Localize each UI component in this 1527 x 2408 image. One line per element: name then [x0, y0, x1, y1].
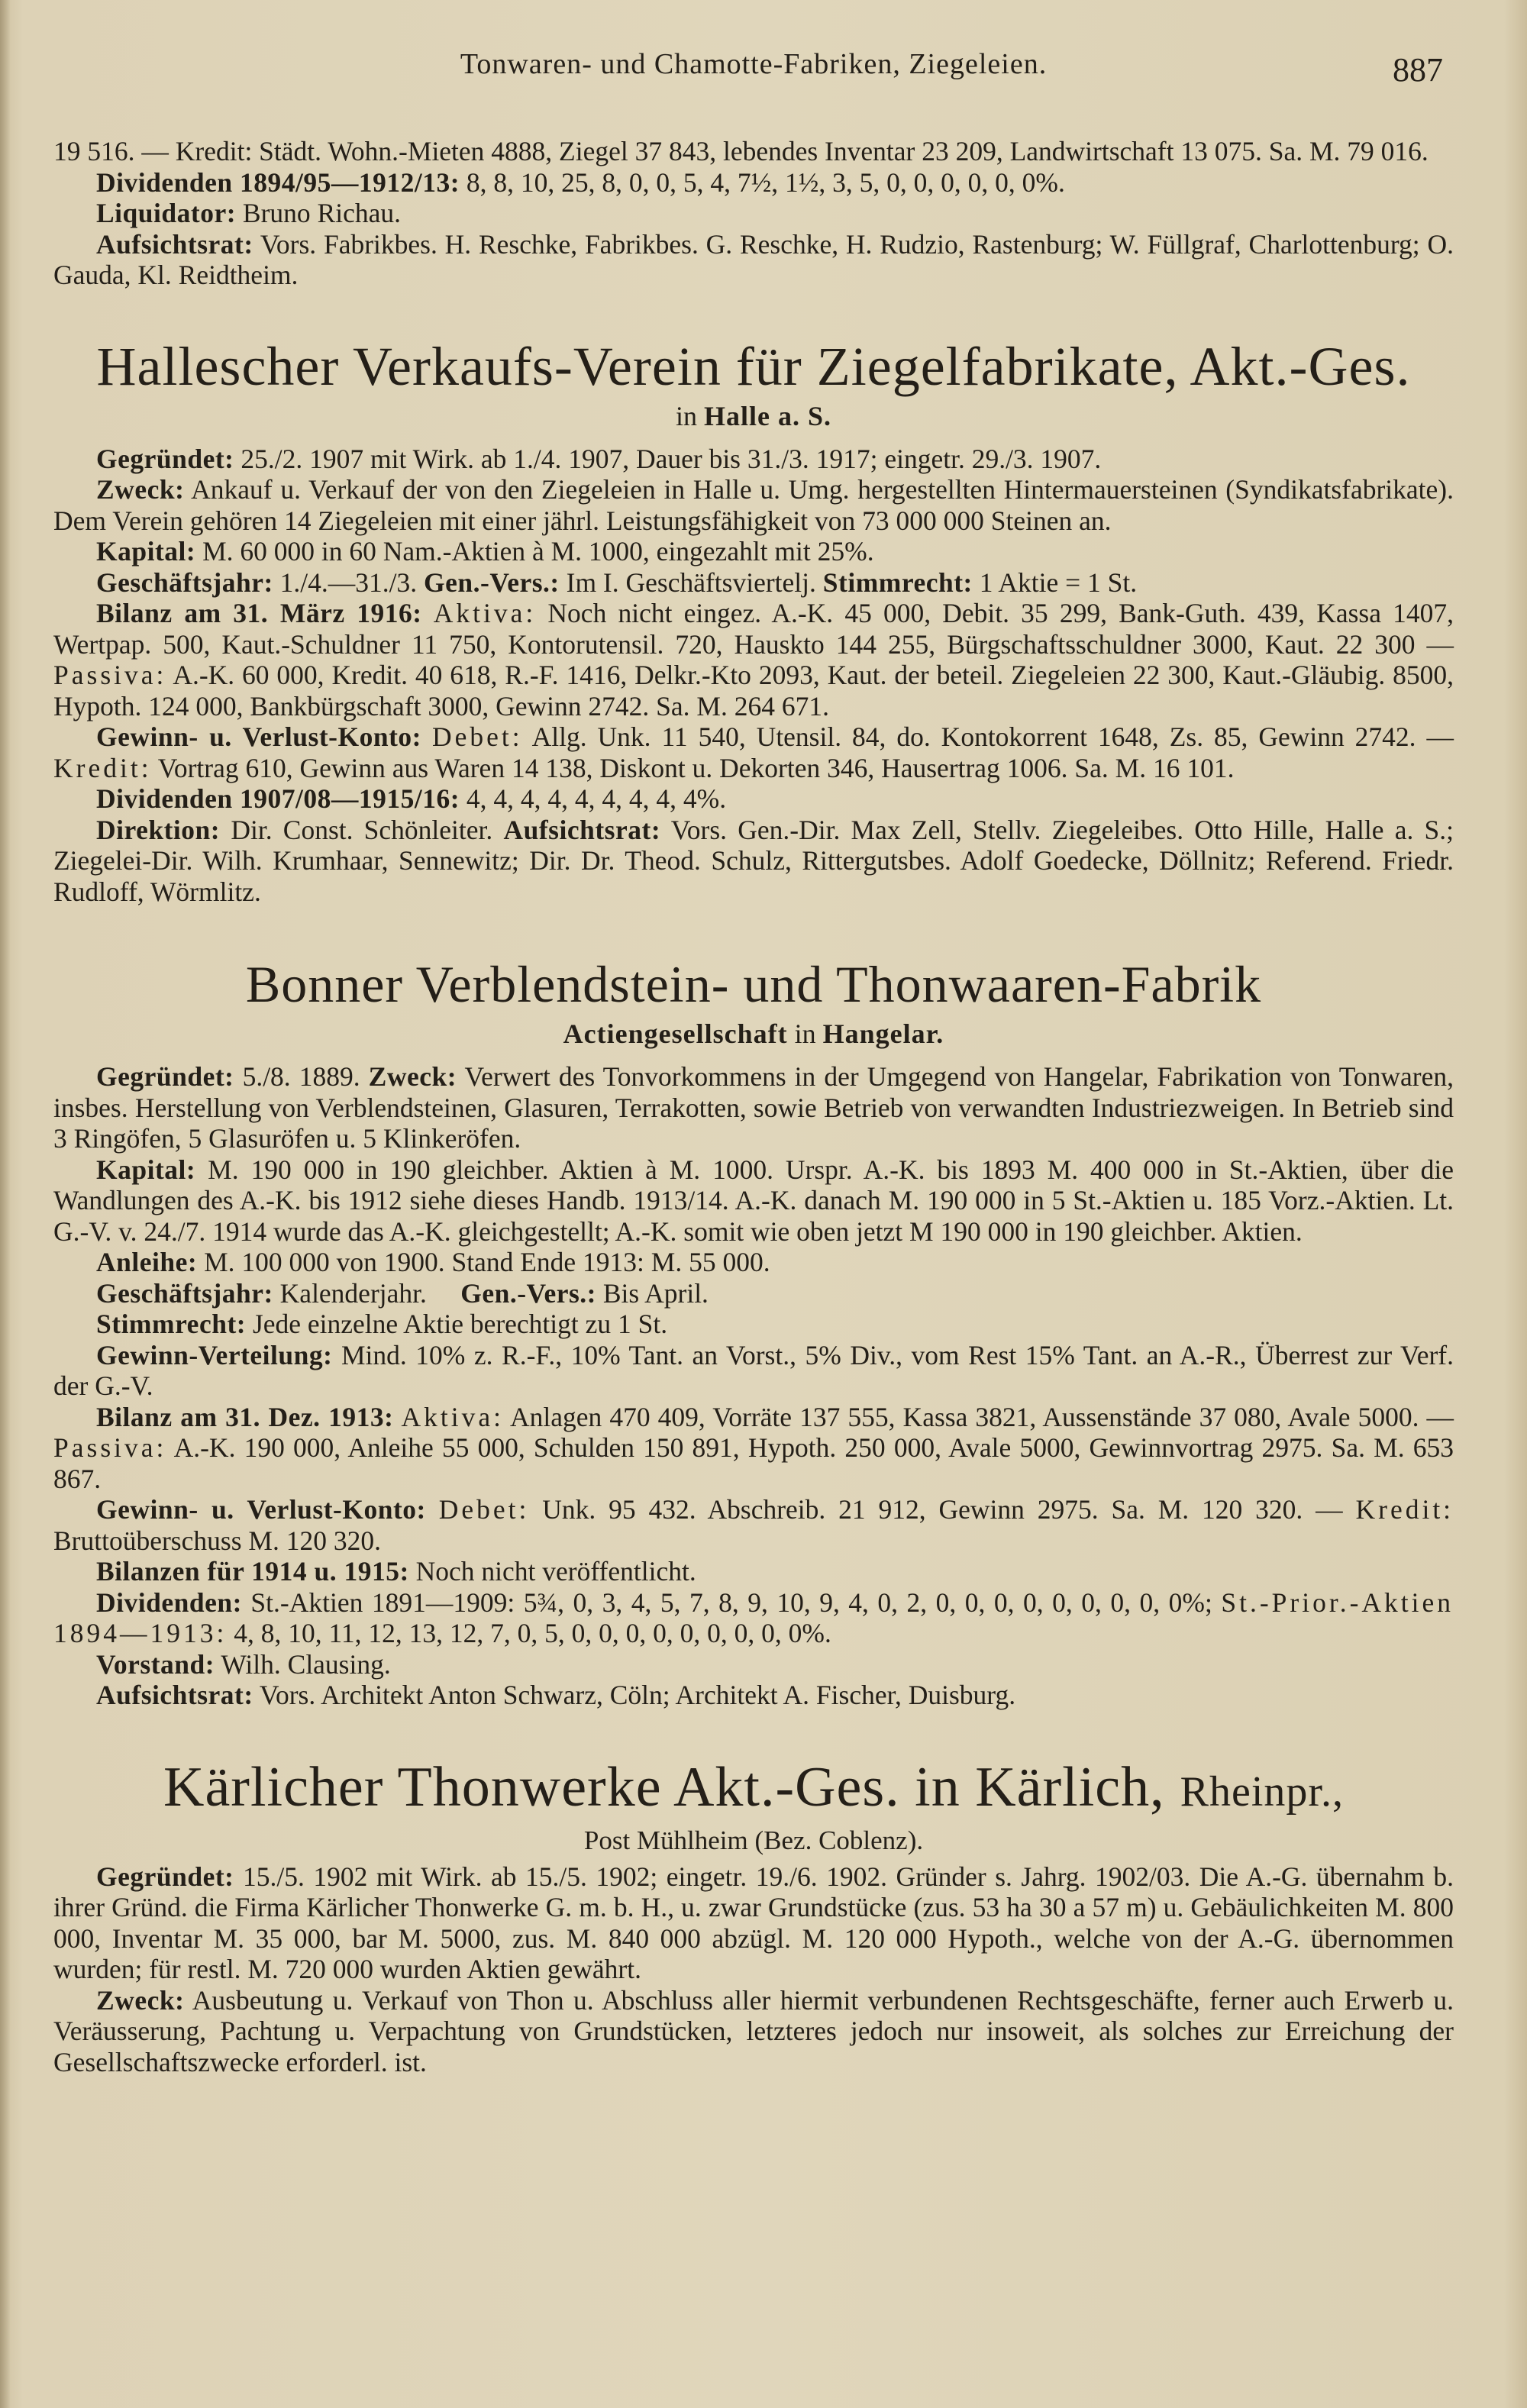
vorstand-text: Wilh. Clausing.	[221, 1648, 391, 1680]
title-main: Kärlicher Thonwerke Akt.-Ges. in Kärlich,	[163, 1755, 1165, 1819]
gewinnverteilung-text: Mind. 10% z. R.-F., 10% Tant. an Vorst., 5% Div., vom Rest 15% Tant. an A.-R., Überrest zur Verf. der G.-V.	[53, 1339, 1454, 1401]
kapital-line	[53, 536, 1454, 567]
entry-bonn	[53, 951, 1454, 1711]
geschaeftsjahr-label: Geschäftsjahr:	[96, 566, 273, 598]
gegruendet-label: Gegründet:	[96, 1861, 234, 1892]
title-region: Rheinpr.,	[1180, 1767, 1344, 1816]
aktiva-text: Anlagen 470 409, Vorräte 137 555, Kassa 3821, Aussenstände 37 080, Avale 5000. —	[510, 1401, 1454, 1432]
dividenden-label: Dividenden:	[96, 1587, 242, 1618]
entry-kaerlich	[53, 1754, 1454, 2078]
page-number: 887	[1393, 51, 1443, 89]
anleihe-line	[53, 1247, 1454, 1278]
kapital-line	[53, 1154, 1454, 1248]
aktiva-label: Aktiva:	[401, 1401, 504, 1432]
aufsichtsrat-text: Vors. Gen.-Dir. Max Zell, Stellv. Ziegeleibes. Otto Hille, Halle a. S.; Ziegelei-Dir. Wilh. Krumhaar, Sennewitz; Dir. Dr. Theod. Schulz, Rittergutsbes. Adolf Goedecke, Döllnitz; Referend. Friedr. Rudloff, Wörmlitz.	[53, 814, 1454, 907]
guv-line	[53, 1494, 1454, 1556]
running-head	[53, 43, 1454, 92]
zweck-text: Verwert des Tonvorkommens in der Umgegend von Hangelar, Fabrikation von Tonwaren, insbes. Herstellung von Verblendsteinen, Glasuren, Terrakotten, sowie Betrieb von verwandten Industriezweigen. In Betrieb sind 3 Ringöfen, 5 Glasuröfen u. 5 Klinkeröfen.	[53, 1061, 1454, 1154]
zweck-label: Zweck:	[368, 1061, 457, 1092]
anleihe-text: M. 100 000 von 1900. Stand Ende 1913: M. 55 000.	[204, 1247, 770, 1277]
location-prefix: in	[675, 400, 697, 431]
gegruendet-text: 15./5. 1902 mit Wirk. ab 15./5. 1902; eingetr. 19./6. 1902. Gründer s. Jahrg. 1902/03. Die A.-G. übernahm b. ihrer Gründ. die Firma Kärlicher Thonwerke G. m. b. H., u. zwar Grundstücke (zus. 53 ha 30 a 57 m) u. Gebäulichkeiten M. 800 000, Inventar M. 35 000, bar M. 5000, zus. M. 840 000 abzügl. M. 120 000 Hypoth., welche von der A.-G. übernommen wurden; für restl. M. 720 000 wurden Aktien gewährt.	[53, 1861, 1454, 1984]
zweck-line	[53, 1985, 1454, 2078]
aufsichtsrat-label: Aufsichtsrat:	[503, 814, 661, 845]
dividenden-st-text: 5¾, 0, 3, 4, 5, 7, 8, 9, 10, 9, 4, 0, 2, 0, 0, 0, 0, 0, 0, 0, 0, 0%;	[523, 1587, 1212, 1618]
kapital-label: Kapital:	[96, 536, 196, 566]
continuation-dividenden	[53, 167, 1454, 199]
dividenden-line	[53, 1587, 1454, 1649]
dividenden-label: Dividenden 1907/08—1915/16:	[96, 783, 460, 814]
aufsichtsrat-label: Aufsichtsrat:	[96, 1680, 253, 1710]
entry-location	[53, 399, 1454, 433]
anleihe-label: Anleihe:	[96, 1247, 198, 1277]
kapital-label: Kapital:	[96, 1154, 196, 1185]
aufsichtsrat-line	[53, 1680, 1454, 1711]
liquidator-label: Liquidator:	[96, 198, 237, 228]
gegruendet-text: 25./2. 1907 mit Wirk. ab 1./4. 1907, Dauer bis 31./3. 1917; eingetr. 29./3. 1907.	[241, 443, 1102, 474]
dividenden-label: Dividenden 1894/95—1912/13:	[96, 166, 460, 198]
debet-label: Debet:	[431, 721, 523, 752]
geschaeftsjahr-text: Kalenderjahr.	[279, 1277, 427, 1309]
stimmrecht-line	[53, 1309, 1454, 1340]
stimmrecht-label: Stimmrecht:	[96, 1309, 247, 1339]
dividenden-prior-label: St.-Prior.-Aktien 1894—1913:	[53, 1587, 1454, 1648]
vorstand-label: Vorstand:	[96, 1648, 215, 1680]
continuation-block	[53, 136, 1454, 291]
gegruendet-line	[53, 1861, 1454, 1985]
aktiva-text: Noch nicht eingez. A.-K. 45 000, Debit. 35 299, Bank-Guth. 439, Kassa 1407, Wertpap. 500, Kaut.-Schuldner 11 750, Kontorutensil. 720, Hauskto 144 255, Bürgschaftsschuldner 3000, Kaut. 22 300 —	[53, 598, 1454, 660]
continuation-kredit	[53, 136, 1454, 167]
kredit-text: 19 516. — Kredit: Städt. Wohn.-Mieten 4888, Ziegel 37 843, lebendes Inventar 23 209, Landwirtschaft 13 075. Sa. M. 79 016.	[53, 136, 1429, 166]
gegruendet-label: Gegründet:	[96, 1061, 234, 1092]
subtitle-in: in	[794, 1018, 816, 1049]
bilanzen-text: Noch nicht veröffentlicht.	[415, 1556, 696, 1587]
bilanzen-line	[53, 1556, 1454, 1587]
kredit-text: Vortrag 610, Gewinn aus Waren 14 138, Diskont u. Dekorten 346, Hausertrag 1006. Sa. M. 16 101.	[157, 752, 1235, 783]
zweck-label: Zweck:	[96, 1984, 185, 2016]
entry-title	[53, 1754, 1454, 1825]
entry-subline: Post Mühlheim (Bez. Coblenz).	[583, 1825, 924, 1855]
stimmrecht-label: Stimmrecht:	[822, 566, 973, 598]
gegruendet-line	[53, 1061, 1454, 1154]
dividenden-text: 4, 4, 4, 4, 4, 4, 4, 4, 4%.	[466, 783, 727, 814]
geschaeftsjahr-line	[53, 567, 1454, 599]
entry-title: Bonner Verblendstein- und Thonwaaren-Fabrik	[245, 955, 1262, 1013]
continuation-liquidator	[53, 198, 1454, 229]
passiva-text: A.-K. 190 000, Anleihe 55 000, Schulden 150 891, Hypoth. 250 000, Avale 5000, Gewinnvortrag 2975. Sa. M. 653 867.	[53, 1432, 1454, 1494]
genvers-label: Gen.-Vers.:	[460, 1277, 596, 1309]
direktion-line	[53, 815, 1454, 908]
genvers-label: Gen.-Vers.:	[424, 566, 560, 598]
subtitle-company-type: Actiengesellschaft	[563, 1018, 788, 1049]
aufsichtsrat-label: Aufsichtsrat:	[96, 228, 253, 260]
vorstand-line	[53, 1649, 1454, 1680]
kapital-text: M. 60 000 in 60 Nam.-Aktien à M. 1000, eingezahlt mit 25%.	[202, 536, 874, 566]
geschaeftsjahr-line	[53, 1278, 1454, 1309]
dividenden-text: 8, 8, 10, 25, 8, 0, 0, 5, 4, 7½, 1½, 3, 5, 0, 0, 0, 0, 0, 0%.	[466, 166, 1065, 198]
genvers-text: Im I. Geschäftsviertelj.	[566, 566, 816, 598]
kredit-label: Kredit:	[53, 752, 152, 783]
debet-text: Allg. Unk. 11 540, Utensil. 84, do. Kontokorrent 1648, Zs. 85, Gewinn 2742. —	[531, 721, 1454, 752]
gegruendet-text: 5./8. 1889.	[242, 1061, 360, 1092]
guv-label: Gewinn- u. Verlust-Konto:	[96, 721, 421, 752]
stimmrecht-text: Jede einzelne Aktie berechtigt zu 1 St.	[252, 1309, 668, 1339]
guv-label: Gewinn- u. Verlust-Konto:	[96, 1494, 426, 1525]
dividenden-line	[53, 783, 1454, 815]
zweck-text: Ankauf u. Verkauf der von den Ziegeleien in Halle u. Umg. hergestellten Hintermauersteinen (Syndikatsfabrikate). Dem Verein gehören 14 Ziegeleien mit einer jährl. Leistungsfähigkeit von 73 000 000 Steinen an.	[53, 474, 1454, 536]
gegruendet-label: Gegründet:	[96, 443, 234, 474]
debet-text: Unk. 95 432. Abschreib. 21 912, Gewinn 2975. Sa. M. 120 320. —	[542, 1494, 1343, 1525]
location-name: Halle a. S.	[704, 400, 832, 431]
bilanz-line	[53, 598, 1454, 721]
geschaeftsjahr-text: 1./4.—31./3.	[279, 566, 418, 598]
entry-halle	[53, 334, 1454, 908]
aufsichtsrat-text: Vors. Fabrikbes. H. Reschke, Fabrikbes. G. Reschke, H. Rudzio, Rastenburg; W. Füllgraf, Charlottenburg; O. Gauda, Kl. Reidtheim.	[53, 228, 1454, 290]
gegruendet-line	[53, 444, 1454, 475]
gewinnverteilung-line	[53, 1340, 1454, 1402]
dividenden-st-label: St.-Aktien 1891—1909:	[250, 1587, 515, 1618]
stimmrecht-text: 1 Aktie = 1 St.	[979, 566, 1138, 598]
binding-shadow	[0, 0, 11, 2408]
dividenden-prior-text: 4, 8, 10, 11, 12, 13, 12, 7, 0, 5, 0, 0, 0, 0, 0, 0, 0, 0, 0%.	[234, 1618, 831, 1648]
entry-title: Hallescher Verkaufs-Verein für Ziegelfabrikate, Akt.-Ges.	[96, 335, 1411, 397]
kapital-text: M. 190 000 in 190 gleichber. Aktien à M. 1000. Urspr. A.-K. bis 1893 M. 400 000 in St.-Aktien, über die Wandlungen des A.-K. bis 1912 siehe dieses Handb. 1913/14. A.-K. danach M. 190 000 in 5 St.-Aktien u. 185 Vorz.-Aktien. Lt. G.-V. v. 24./7. 1914 wurde das A.-K. gleichgestellt; A.-K. somit wie oben jetzt M 190 000 in 190 gleichber. Aktien.	[53, 1154, 1454, 1247]
bilanzen-label: Bilanzen für 1914 u. 1915:	[96, 1556, 409, 1587]
passiva-text: A.-K. 60 000, Kredit. 40 618, R.-F. 1416, Delkr.-Kto 2093, Kaut. der beteil. Ziegeleien 22 300, Kaut.-Gläubig. 8500, Hypoth. 124 000, Bankbürgschaft 3000, Gewinn 2742. Sa. M. 264 671.	[53, 660, 1454, 721]
guv-line	[53, 721, 1454, 783]
passiva-label: Passiva:	[53, 660, 167, 690]
zweck-label: Zweck:	[96, 474, 185, 505]
kredit-text: Bruttoüberschuss M. 120 320.	[53, 1525, 381, 1556]
direktion-label: Direktion:	[96, 814, 221, 845]
aktiva-label: Aktiva:	[433, 598, 537, 628]
geschaeftsjahr-label: Geschäftsjahr:	[96, 1277, 273, 1309]
bilanz-line	[53, 1402, 1454, 1495]
liquidator-text: Bruno Richau.	[242, 198, 401, 228]
zweck-text: Ausbeutung u. Verkauf von Thon u. Abschluss aller hiermit verbundenen Rechtsgeschäfte, ferner auch Erwerb u. Veräusserung, Pachtung u. Verpachtung von Grundstücken, letzteres jedoch nur insoweit, als solches zur Erreichung der Gesellschaftszwecke erforderl. ist.	[53, 1984, 1454, 2077]
continuation-aufsichtsrat	[53, 229, 1454, 291]
bilanz-label: Bilanz am 31. März 1916:	[96, 598, 422, 628]
bilanz-label: Bilanz am 31. Dez. 1913:	[96, 1401, 394, 1432]
running-title: Tonwaren- und Chamotte-Fabriken, Ziegeleien.	[460, 48, 1048, 80]
zweck-line	[53, 474, 1454, 536]
aufsichtsrat-text: Vors. Architekt Anton Schwarz, Cöln; Architekt A. Fischer, Duisburg.	[259, 1680, 1016, 1710]
passiva-label: Passiva:	[53, 1432, 167, 1463]
direktion-text: Dir. Const. Schönleiter.	[231, 814, 493, 845]
kredit-label: Kredit:	[1355, 1494, 1454, 1525]
gewinnverteilung-label: Gewinn-Verteilung:	[96, 1339, 333, 1370]
entry-subtitle	[53, 1017, 1454, 1051]
debet-label: Debet:	[438, 1494, 530, 1525]
genvers-text: Bis April.	[602, 1277, 709, 1309]
subtitle-place: Hangelar.	[822, 1018, 944, 1049]
